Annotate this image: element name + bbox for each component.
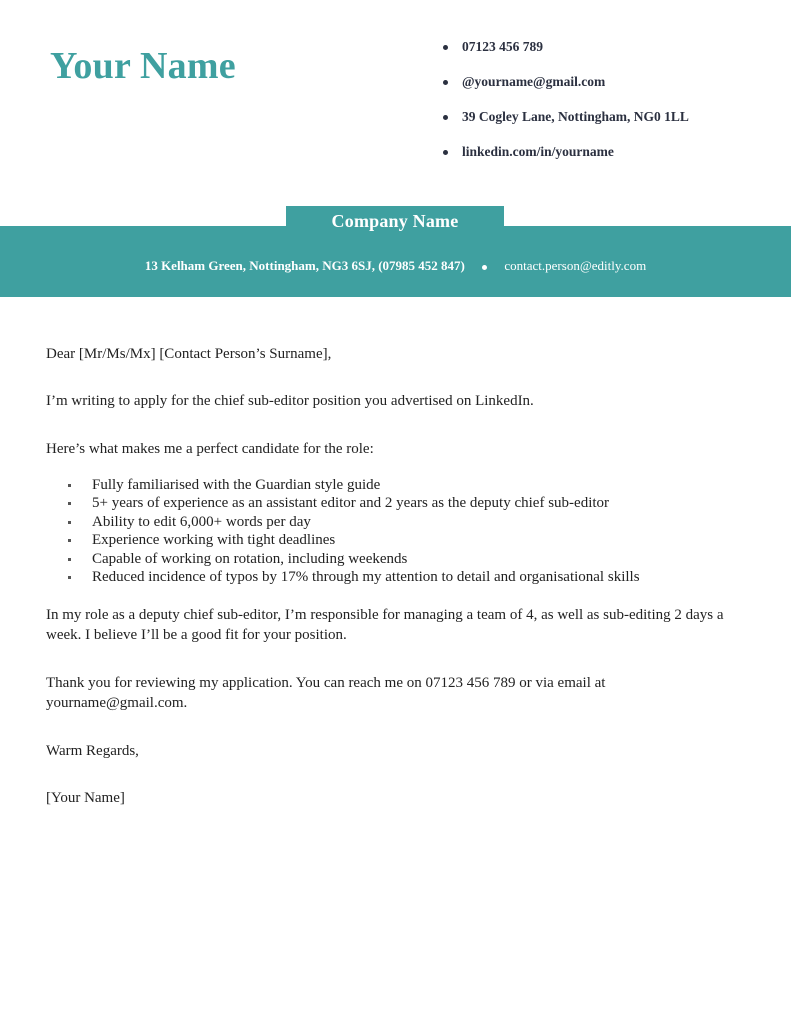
square-bullet-icon <box>68 521 71 524</box>
square-bullet-icon <box>68 558 71 561</box>
letter-header <box>0 0 791 206</box>
square-bullet-icon <box>68 576 71 579</box>
square-bullet-icon <box>68 539 71 542</box>
letter-signature: [Your Name] <box>46 790 125 807</box>
letter-intro-paragraph: I’m writing to apply for the chief sub-editor position you advertised on LinkedIn. <box>46 393 534 410</box>
company-address: 13 Kelham Green, Nottingham, NG3 6SJ, (07985 452 847) <box>144 258 465 273</box>
list-item <box>46 513 746 531</box>
letter-thanks-paragraph: Thank you for reviewing my application. You can reach me on 07123 456 789 or via email at yourname@gmail.com. <box>46 674 606 711</box>
qualification-text: Reduced incidence of typos by 17% through my attention to detail and organisational skills <box>92 568 640 585</box>
qualification-text: Experience working with tight deadlines <box>92 532 336 549</box>
qualification-text: 5+ years of experience as an assistant editor and 2 years as the deputy chief sub-editor <box>92 495 610 512</box>
contact-value-email: @yourname@gmail.com <box>462 73 606 89</box>
qualification-list <box>46 476 746 587</box>
contact-value-phone: 07123 456 789 <box>462 39 543 54</box>
letter-closing: Warm Regards, <box>46 742 139 759</box>
separator-dot-icon <box>482 265 487 270</box>
candidate-name: Your Name <box>50 45 236 87</box>
square-bullet-icon <box>68 502 71 505</box>
contact-item-email <box>440 75 689 90</box>
bullet-dot-icon <box>443 150 448 155</box>
qualification-text: Capable of working on rotation, including weekends <box>92 550 408 567</box>
contact-list <box>440 40 689 179</box>
letter-body <box>46 344 746 809</box>
bullet-dot-icon <box>443 115 448 120</box>
qualification-text: Fully familiarised with the Guardian style guide <box>92 476 381 493</box>
bullet-dot-icon <box>443 45 448 50</box>
contact-item-address <box>440 110 689 125</box>
list-item <box>46 494 746 512</box>
contact-value-linkedin: linkedin.com/in/yourname <box>462 143 614 159</box>
company-email: contact.person@editly.com <box>504 258 647 273</box>
company-name: Company Name <box>331 211 459 231</box>
qualification-text: Ability to edit 6,000+ words per day <box>92 513 311 530</box>
contact-item-linkedin <box>440 145 689 160</box>
list-item <box>46 476 746 494</box>
letter-salutation: Dear [Mr/Ms/Mx] [Contact Person’s Surname], <box>46 346 332 362</box>
contact-item-phone <box>440 40 689 55</box>
contact-value-address: 39 Cogley Lane, Nottingham, NG0 1LL <box>462 108 689 124</box>
bullet-dot-icon <box>443 80 448 85</box>
company-contact-row <box>0 258 791 274</box>
list-item <box>46 568 746 586</box>
list-item <box>46 550 746 568</box>
letter-lead-in: Here’s what makes me a perfect candidate for the role: <box>46 440 374 457</box>
list-item <box>46 531 746 549</box>
letter-role-paragraph: In my role as a deputy chief sub-editor, I’m responsible for managing a team of 4, as well as sub-editing 2 days a week. I believe I’ll be a good fit for your position. <box>46 607 724 644</box>
square-bullet-icon <box>68 484 71 487</box>
